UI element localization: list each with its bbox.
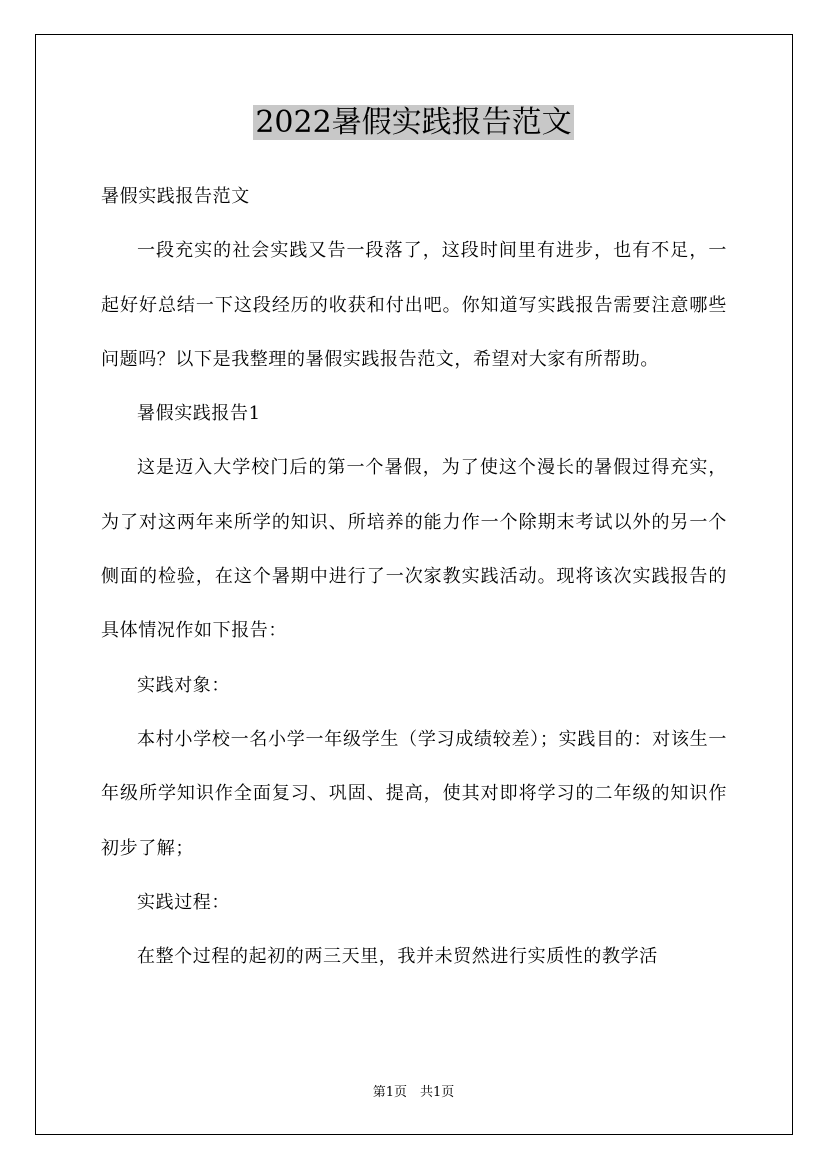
document-title-text: 2022暑假实践报告范文 [255, 105, 572, 140]
paragraph-practice-object: 本村小学校一名小学一年级学生（学习成绩较差）；实践目的：对该生一年级所学知识作全面复习、巩固、提高，使其对即将学习的二年级的知识作初步了解； [101, 728, 727, 859]
page-footer: 第1页 共1页 [372, 1085, 455, 1100]
paragraph-heading-report-1: 暑假实践报告1 [137, 403, 261, 425]
document-body [101, 170, 727, 984]
paragraph-report-intro: 这是迈入大学校门后的第一个暑假，为了使这个漫长的暑假过得充实，为了对这两年来所学的知识、所培养的能力作一个除期末考试以外的另一个侧面的检验，在这个暑期中进行了一次家教实践活动。现将该次实践报告的具体情况作如下报告： [101, 457, 727, 642]
paragraph-practice-process: 在整个过程的起初的两三天里，我并未贸然进行实质性的教学活 [137, 946, 658, 968]
paragraph-practice-object-heading: 实践对象： [137, 674, 230, 696]
paragraph-intro: 一段充实的社会实践又告一段落了，这段时间里有进步，也有不足，一起好好总结一下这段经历的收获和付出吧。你知道写实践报告需要注意哪些问题吗？以下是我整理的暑假实践报告范文，希望对大家有所帮助。 [101, 240, 727, 370]
paragraph-subtitle: 暑假实践报告范文 [101, 186, 250, 207]
document-title [0, 101, 827, 145]
paragraph-practice-process-heading: 实践过程： [137, 891, 230, 913]
